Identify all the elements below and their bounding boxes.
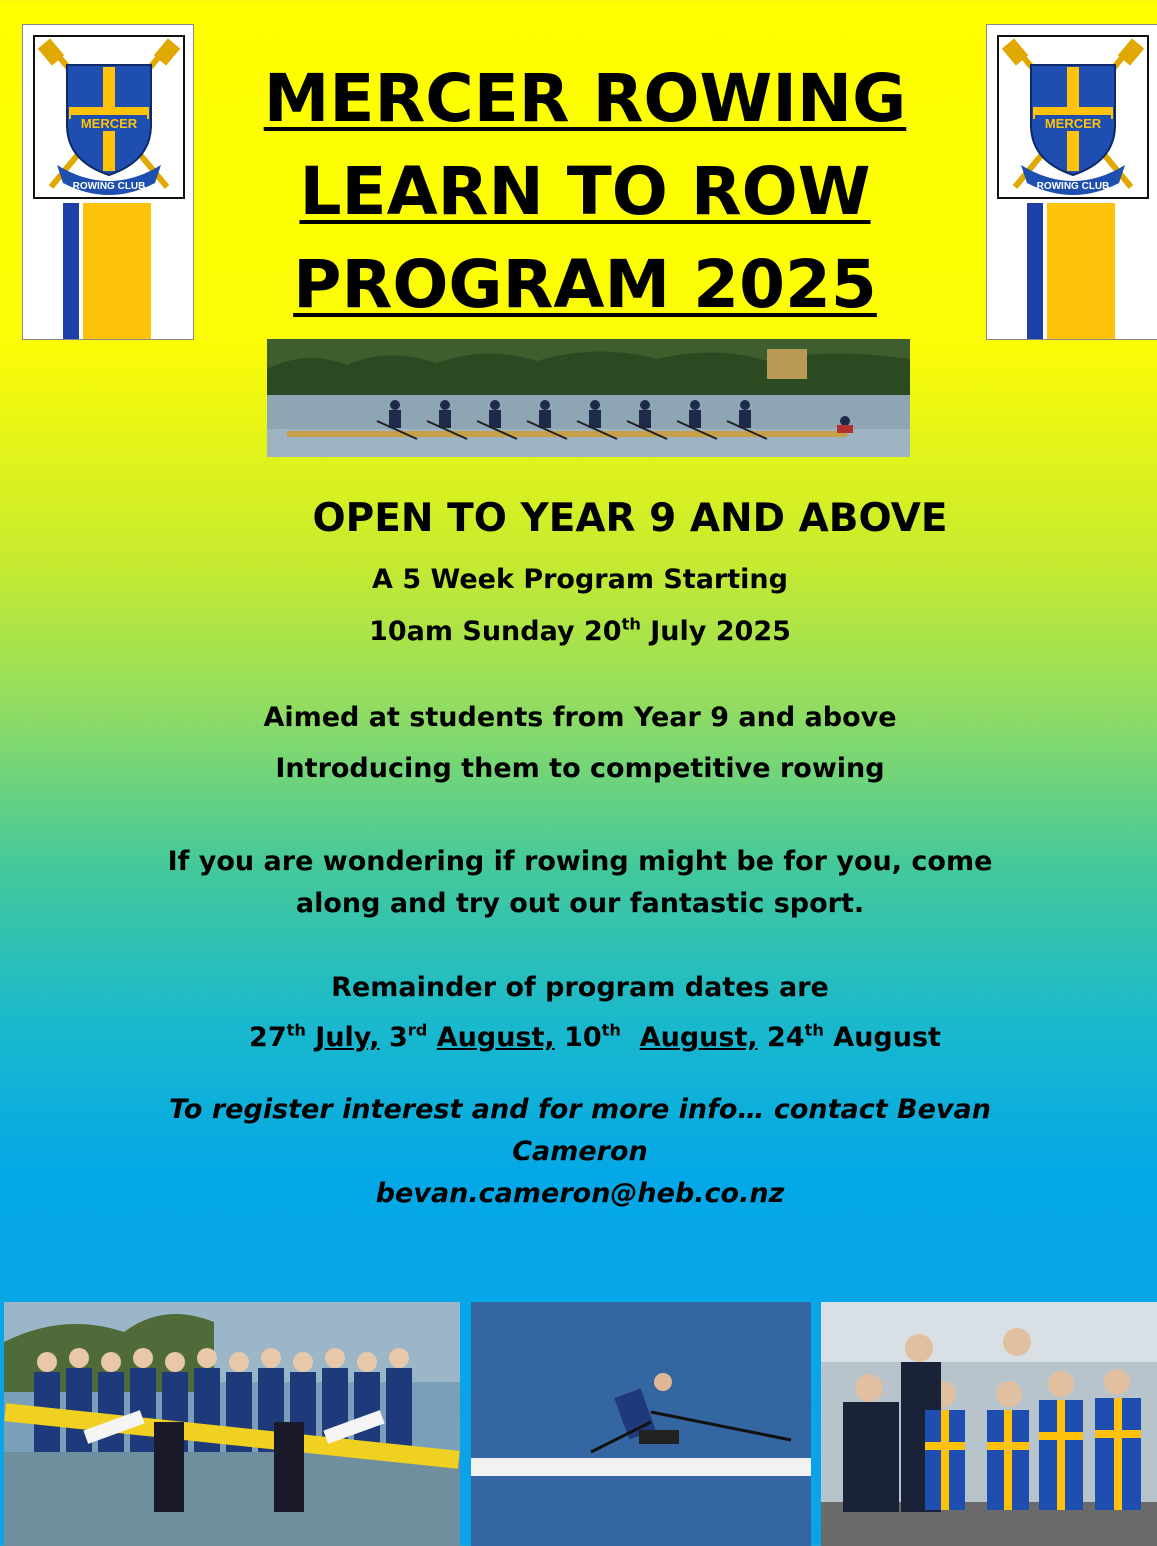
svg-text:MERCER: MERCER	[1044, 116, 1102, 131]
contact-email[interactable]: bevan.cameron@heb.co.nz	[375, 1178, 785, 1209]
remainder-dates: 27th July, 3rd August, 10th August, 24th August	[249, 1020, 941, 1053]
crew-group-photo	[821, 1302, 1157, 1546]
remainder-heading: Remainder of program dates are	[331, 972, 829, 1003]
crest-frame	[33, 35, 185, 199]
stripe-blue	[1027, 203, 1043, 339]
stripe-yellow	[1047, 203, 1115, 339]
wondering-line-1: If you are wondering if rowing might be for you, come	[167, 846, 993, 877]
svg-text:ROWING CLUB: ROWING CLUB	[72, 181, 146, 192]
title-line-3: PROGRAM 2025	[293, 246, 877, 323]
svg-text:MERCER: MERCER	[80, 116, 138, 131]
rowing-eight-photo	[267, 339, 910, 457]
contact-line-1: To register interest and for more info… contact Bevan	[168, 1094, 991, 1125]
single-sculler-photo	[471, 1302, 811, 1546]
page-title	[215, 52, 955, 331]
wondering-line-2: along and try out our fantastic sport.	[295, 888, 865, 919]
stripe-blue	[63, 203, 79, 339]
program-start-line: A 5 Week Program Starting	[372, 564, 788, 595]
contact-line-2: Cameron	[512, 1136, 648, 1167]
crest-icon	[999, 37, 1147, 197]
title-line-1: MERCER ROWING	[263, 60, 907, 137]
stripe-yellow	[83, 203, 151, 339]
team-photo	[4, 1302, 460, 1546]
open-to-heading: OPEN TO YEAR 9 AND ABOVE	[312, 496, 948, 541]
program-start-date: 10am Sunday 20th July 2025	[369, 614, 791, 647]
aimed-line-1: Aimed at students from Year 9 and above	[263, 702, 897, 733]
club-logo-left	[22, 24, 194, 340]
title-line-2: LEARN TO ROW	[299, 153, 871, 230]
svg-text:ROWING CLUB: ROWING CLUB	[1036, 181, 1110, 192]
aimed-line-2: Introducing them to competitive rowing	[275, 753, 885, 784]
crest-icon	[35, 37, 183, 197]
crest-frame	[997, 35, 1149, 199]
club-logo-right	[986, 24, 1157, 340]
